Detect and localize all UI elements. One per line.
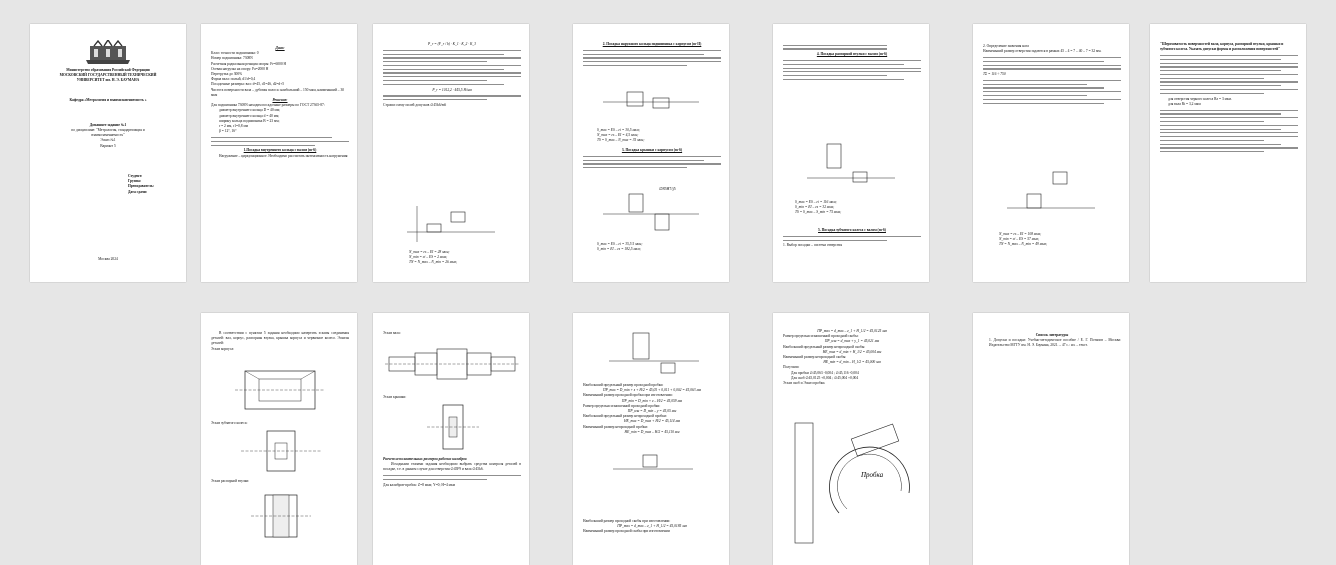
bullet-item: β = 12°, 16° (219, 129, 237, 134)
university-line2: УНИВЕРСИТЕТ им. Н. Э. БАУМАНА (76, 78, 140, 83)
summary-line: P_r = 1012,2 · 445,5 Н/мм (432, 87, 472, 92)
references-heading: Список литературы (1035, 333, 1069, 337)
fit-line: Строим схему полей допусков ∅45k6/m6 (383, 102, 447, 107)
formula-line: ПР_max = d_max – z_1 + H_1/2 = 45,0185 мм (617, 524, 687, 529)
got-label: Получили: (783, 365, 800, 370)
formula-line: TΣ = 116 ÷ 750 (983, 72, 1006, 77)
given-item: Номер подшипника: 7308N (211, 56, 253, 61)
ministry-line: Министерство образования Российской Федерации (66, 68, 150, 72)
formula-line: Наибольший предельный размер проходной пробки: (583, 383, 664, 387)
page-references[interactable] (973, 313, 1129, 565)
result-line: TS = S_max – S_min = 75 мкм; (795, 210, 842, 215)
table-line: Для калибров-пробок: Z=8 мкм; Y=0; H=4 мкм (383, 482, 455, 487)
table-text: Наименьший размер отверстия задаются в рамках 45 – 4 = 7 – 40 – 7 = 32 мм. (983, 49, 1102, 54)
tolerance-diagram (603, 80, 699, 124)
tolerance-diagram (603, 184, 699, 236)
given-item: Перегрузка до 300% (211, 72, 243, 77)
given-item: Класс точности подшипника: 0 (211, 51, 259, 56)
formula-line: Размер предельно изношенной проходной скобы: (783, 334, 859, 339)
bullet-item: диаметр внутреннего кольца D = 40 мм; (219, 108, 281, 113)
formula-line: НЕ_max = d_min + H_1/2 = 45,004 мм (822, 349, 882, 354)
given-item: Осевая нагрузка на опору: Fa=2000 Н (211, 66, 269, 71)
student-label: Студент: (128, 174, 143, 178)
sketch-label: Эскиз скоб и Эскиз пробки. (783, 381, 826, 386)
page-sketches-1[interactable] (201, 313, 357, 565)
formula-line: НЕ_min = d_min – H_1/2 = 45,000 мм (823, 360, 881, 365)
result-line: S_max = ES – ei = 116 мкм; (795, 200, 837, 204)
page-gauges-1[interactable] (573, 313, 729, 565)
formula-line: ПР_max = D_min + z + H/2 = 45,05 + 0,011 + 0,002 = 45,063 мм (602, 388, 702, 393)
page-roughness[interactable] (1150, 24, 1306, 282)
got-item: Для скоб ∅45,0125 +0,004 ; ∅45,004 +0,004 (791, 375, 859, 380)
formula-line: Наименьший размер проходной пробки при изготовлении: (583, 393, 673, 398)
cover-drawing (423, 403, 483, 451)
result-line: TN = N_max – N_min = 26 мкм; (409, 260, 458, 265)
reference-item: 1. Допуски и посадки: Учебно-методическое пособие / Е. Г. Потапов – Москва: Издательство МГТУ им. Н. Э. Баумана, 2021. – 47 с.: ил. – текст. (989, 338, 1121, 348)
solution-heading: Решение: (272, 98, 288, 103)
gauge-diagram (609, 327, 699, 377)
result-line: TN = N_max – N_min = 49 мкм; (999, 242, 1048, 247)
teacher-label: Преподаватель: (128, 184, 154, 189)
page-sketches-2[interactable] (373, 313, 529, 565)
given-item: Посадочные размеры: вал: d=45, d1=46, d2=d+5 (211, 82, 285, 87)
result-line: N_max = es – EI = 4,5 мкм; (597, 133, 639, 138)
department-line: Кафедра «Метрология и взаимозаменяемость » (69, 97, 147, 102)
formula-line: Наименьший размер непроходной скобы: (783, 355, 847, 360)
step-line: 1. Выбор посадки – система отверстия (783, 243, 843, 248)
result-line: TS = S_max – N_max = 35 мкм; (597, 138, 645, 143)
variant-line: Вариант 5 (100, 143, 116, 148)
formula-main: P_r = (F_r / b) · K_1 · K_2 · K_3 (427, 42, 477, 46)
given-item: Расчетная радиальная реакция опоры: Fr=6000 Н (211, 61, 287, 66)
section-heading: 5. Посадка зубчатого колеса с валом (m-6) (818, 228, 886, 232)
result-line: S_min = EI – es = 182,5 мкм; (597, 247, 641, 252)
tolerance-diagram (1007, 164, 1095, 220)
sleeve-drawing (241, 491, 321, 541)
discipline-line1: по дисциплине: "Метрология, стандартизация и (71, 128, 145, 133)
result-line: N_max = es – EI = 108 мкм; (999, 232, 1042, 236)
shaft-drawing (385, 341, 519, 387)
formula-line: Наибольший предельный размер непроходной скобы: (783, 344, 866, 349)
page-calc-2[interactable] (573, 24, 729, 282)
bullet-item: диаметр внутреннего кольца d = 40 мм; (219, 113, 280, 118)
result-line: S_max = ES – ei = 35,5 5 мкм; (597, 242, 643, 246)
city-year: Москва 2024 (98, 257, 118, 261)
result-line: S_min = EI – es = 32 мкм; (795, 205, 835, 210)
result-line: N_max = es – EI = 28 мкм; (409, 250, 450, 254)
page-calc-1[interactable] (373, 24, 529, 282)
formula-line: Наименьший размер непроходной пробки: (583, 424, 649, 429)
sketch-label: Эскиз корпуса: (211, 346, 235, 351)
formula-line: ПР_max = d_max – z_1 + H_1/2 = 45,0125 мм (817, 329, 887, 333)
gauge-diagram (613, 447, 693, 491)
university-line1: МОСКОВСКИЙ ГОСУДАРСТВЕННЫЙ ТЕХНИЧЕСКИЙ (59, 73, 157, 78)
page-gauges-2[interactable] (773, 313, 929, 565)
result-line: S_max = ES – ei = 30,5 мкм; (597, 128, 640, 132)
task-line: Эскиз №1 (100, 138, 116, 143)
section-text: Нагружение – циркуляционное. Необходимо рассчитать интенсивность нагружения: (219, 153, 349, 158)
sketch-label: Эскиз распорной втулки: (211, 479, 250, 483)
emblem-icon (84, 40, 132, 66)
probe-label: Пробка (861, 471, 884, 479)
section-heading: 1.Посадка внутреннего кольца с валом (m-6) (243, 148, 317, 153)
group-label: Группа: (128, 179, 141, 184)
sketch-label: Эскиз вала: (383, 331, 401, 335)
bullet-item: для вала Rt = 3,2 мкм (1168, 101, 1201, 106)
solution-intro: Для подшипника 7308N находим посадочные размеры по ГОСТ 27365-87: (211, 103, 325, 108)
given-heading: Дано: (275, 46, 285, 50)
fit-label: ∅85H7/j5 (659, 186, 676, 191)
formula-line: Размер предельно изношенной проходной пробки: (583, 403, 661, 408)
formula-line: Наибольший размер проходной скобы при изготовлении: (583, 519, 671, 523)
bullet-item: ширину кольца подшипника B = 23 мм; (219, 118, 280, 123)
gauge-drawing (789, 413, 919, 553)
page-title-sheet[interactable] (30, 24, 186, 282)
formula-line: НЕ_min = D_max – H/2 = 45,110 мм (624, 429, 680, 434)
section-heading: 2. Посадка наружного кольца подшипника с корпусом (m-II) (602, 42, 702, 46)
page-calc-3[interactable] (773, 24, 929, 282)
section-text: Исходными этапами задания необходимо выбрать средства контроля деталей в посадке, т.е. в данном случае для отверстия ∅45F9 и вала ∅45k6. (383, 462, 521, 472)
result-line: N_min = ei – ES = 57 мкм; (999, 237, 1040, 242)
section-heading: Расчет исполнительных размеров рабочих калибров (383, 457, 467, 461)
date-label: Дата сдачи: (128, 189, 148, 194)
given-item: Форма вала: полый, d1/d=0,4 (211, 77, 256, 82)
sketch-label: Эскиз крышки: (383, 395, 407, 399)
discipline-line2: взаимозаменяемость" (91, 133, 125, 138)
intro-text: В соответствии с пунктом 5 задания необходимо начертить эскизы соединения деталей: вал, корпус, распорная втулка, крышка корпуса и червячное колесо. Эскизы деталей: (211, 331, 349, 346)
page-given[interactable] (201, 24, 357, 282)
section-heading: 3. Посадка крышки с корпусом (m-6) (621, 148, 683, 152)
bullet-item: r = 2 мм, r1=0,8 мм (219, 124, 249, 129)
given-item: Чистота поверхности вала – дубовая полоса: наибольший – 150 мкм, наименьший – 30 мкм (211, 87, 345, 97)
housing-drawing (225, 365, 335, 415)
formula-line: ПР_изн = D_min – y = 45,05 мм (627, 409, 677, 414)
formula-line: Наибольший предельный размер непроходной пробки: (583, 414, 667, 419)
formula-line: ПР_изн = d_max + y_1 = 45,021 мм (824, 339, 880, 344)
formula-line: Наименьший размер проходной скобы при изготовлении (583, 529, 670, 534)
got-item: Для пробки ∅45,063 -0,004 ; ∅45,116 -0,004 (791, 370, 859, 375)
sketch-label: Эскиз зубчатого колеса: (211, 421, 248, 425)
section-heading: 4. Посадка распорной втулки с валом (m-6) (816, 52, 888, 57)
step-line: 2. Определение значения нага (983, 44, 1029, 48)
result-line: N_min = ei – ES = 2 мкм; (409, 255, 448, 260)
section-heading: "Шероховатость поверхностей вала, корпуса, распорной втулки, крышки и зубчатого колеса. Указать допуски формы и расположения поверхностей" (1160, 42, 1284, 52)
formula-line: ПР_min = D_min + z – H/2 = 45,059 мм (621, 398, 683, 403)
tolerance-diagram (407, 202, 495, 246)
page-calc-4[interactable] (973, 24, 1129, 282)
tolerance-diagram (807, 138, 895, 194)
formula-line: НЕ_max = D_max + H/2 = 45,114 мм (623, 419, 681, 424)
bullet-item: для отверстия черного колеса Rz = 3 мкм. (1168, 96, 1232, 101)
assignment-title: Домашнее задание №1 (89, 122, 127, 127)
gear-drawing (231, 429, 331, 473)
